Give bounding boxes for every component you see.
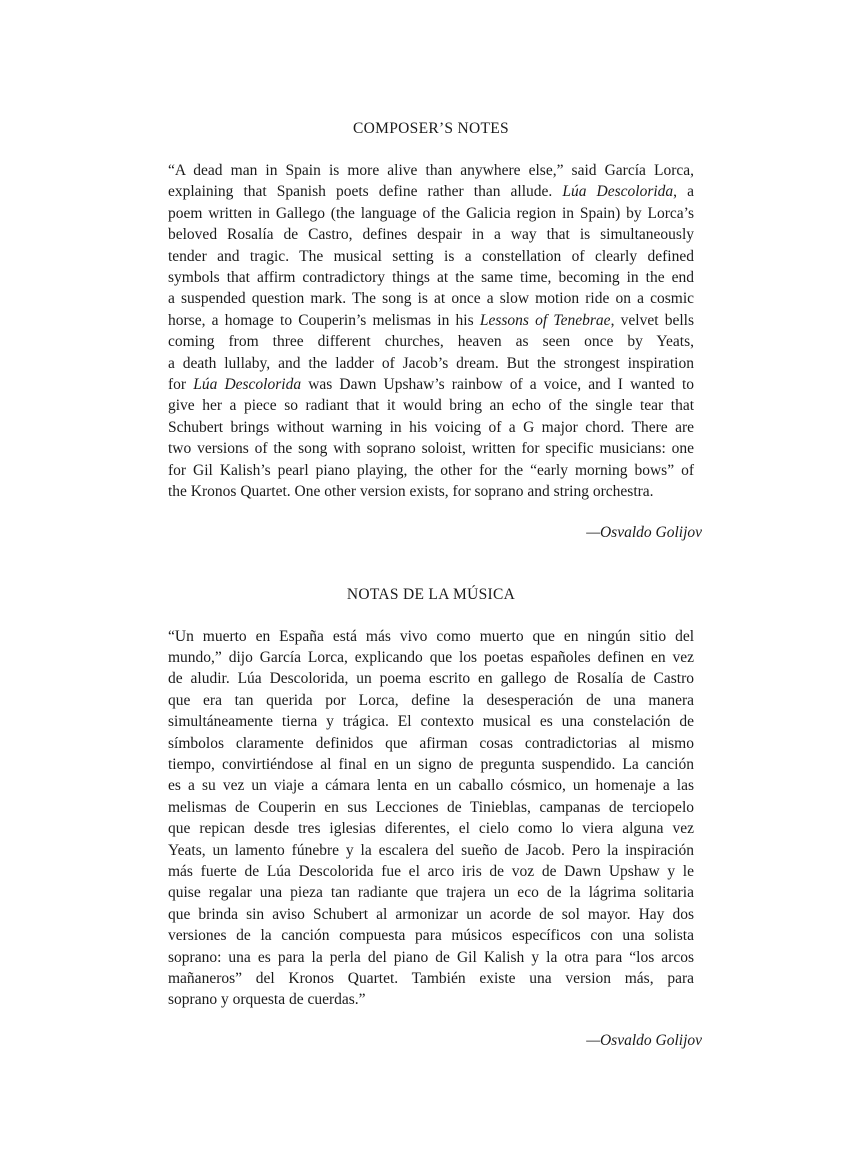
text-run: de aludir. Lúa Descolorida, un poema escrito en gallego de Rosalía de Castro <box>168 670 694 688</box>
italic-title: Lessons of Tenebrae <box>479 311 611 329</box>
text-line <box>168 417 694 438</box>
text-run: símbolos claramente definidos que afirman cosas contradictorias al mismo <box>168 734 694 752</box>
text-run: que repican desde tres iglesias diferentes, el cielo como lo viera alguna vez <box>168 820 694 838</box>
text-line <box>168 203 694 224</box>
text-line <box>168 353 694 374</box>
text-run: “A dead man in Spain is more alive than anywhere else,” said García Lorca, <box>168 162 694 179</box>
text-line <box>168 861 694 882</box>
text-run: horse, a homage to Couperin’s melismas in his <box>168 311 480 329</box>
text-run: for Gil Kalish’s pearl piano playing, the other for the “early morning bows” of <box>168 461 694 479</box>
text-run: , a <box>673 183 694 201</box>
text-run: symbols that affirm contradictory things at the same time, becoming in the end <box>168 269 694 287</box>
spanish-body <box>168 626 694 1011</box>
text-line <box>168 374 694 395</box>
composers-notes-heading: COMPOSER’S NOTES <box>353 120 509 137</box>
text-run: was Dawn Upshaw’s rainbow of a voice, and I wanted to <box>301 376 695 394</box>
text-run: más fuerte de Lúa Descolorida fue el arco iris de voz de Dawn Upshaw y le <box>168 862 694 880</box>
text-run: versiones de la canción compuesta para músicos específicos con una solista <box>168 927 694 945</box>
text-run: tender and tragic. The musical setting is a constellation of clearly defined <box>168 247 694 265</box>
spanish-signature: —Osvaldo Golijov <box>586 1031 702 1049</box>
notas-de-la-musica-heading: NOTAS DE LA MÚSICA <box>346 585 516 603</box>
text-run: mundo,” dijo García Lorca, explicando que los poetas españoles definen en vez <box>168 648 694 666</box>
text-run: a suspended question mark. The song is at once a slow motion ride on a cosmic <box>168 290 694 308</box>
text-run: beloved Rosalía de Castro, defines despair in a way that is simultaneously <box>168 226 694 244</box>
text-line <box>168 460 694 481</box>
text-line <box>168 733 694 754</box>
text-line <box>168 754 694 775</box>
text-line <box>168 668 694 689</box>
text-run: melismas de Couperin en sus Lecciones de Tinieblas, campanas de terciopelo <box>168 798 694 816</box>
text-line <box>168 797 694 818</box>
text-line <box>168 181 694 202</box>
text-line <box>168 160 694 181</box>
text-line <box>168 288 694 309</box>
text-line <box>168 840 694 861</box>
notas-de-la-musica-section <box>168 585 702 1050</box>
text-run: que brinda sin aviso Schubert al armonizar un acorde de sol mayor. Hay dos <box>168 905 694 923</box>
text-run: soprano: una es para la perla del piano de Gil Kalish y la otra para “los arcos <box>168 948 694 966</box>
text-line <box>168 818 694 839</box>
english-signature: —Osvaldo Golijov <box>586 523 702 541</box>
text-line <box>168 331 694 352</box>
text-run: explaining that Spanish poets define rather than allude. <box>168 183 563 201</box>
text-run: soprano y orquesta de cuerdas.” <box>168 991 366 1009</box>
text-run: the Kronos Quartet. One other version exists, for soprano and string orchestra. <box>168 483 654 501</box>
text-line <box>168 224 694 245</box>
text-run: simultáneamente tierna y trágica. El contexto musical es una constelación de <box>168 713 694 731</box>
text-run: tiempo, convirtiéndose al final en un signo de pregunta suspendido. La canción <box>168 755 694 773</box>
text-line <box>168 968 694 989</box>
text-line <box>168 626 694 647</box>
text-line <box>168 711 694 732</box>
text-line <box>168 647 694 668</box>
document-page <box>168 120 702 1050</box>
text-run: a death lullaby, and the ladder of Jacob’s dream. But the strongest inspiration <box>168 354 694 372</box>
text-run: for <box>168 376 194 394</box>
text-run: Yeats, un lamento fúnebre y la escalera del sueño de Jacob. Pero la inspiración <box>168 841 694 859</box>
text-run: give her a piece so radiant that it would bring an echo of the single tear that <box>168 397 694 415</box>
text-run: coming from three different churches, heaven as seen once by Yeats, <box>168 333 694 351</box>
text-line <box>168 947 694 968</box>
italic-title: Lúa Descolorida <box>562 183 674 201</box>
text-run: poem written in Gallego (the language of the Galicia region in Spain) by Lorca’s <box>168 204 694 222</box>
text-line <box>168 438 694 459</box>
text-line <box>168 395 694 416</box>
text-run: Schubert brings without warning in his voicing of a G major chord. There are <box>168 418 694 436</box>
text-line <box>168 904 694 925</box>
text-run: , velvet bells <box>610 311 695 329</box>
text-run: es a su vez un viaje a cámara lenta en un caballo cósmico, un homenaje a las <box>168 777 694 795</box>
text-run: quise regalar una pieza tan radiante que trajera un eco de la lágrima solitaria <box>168 884 694 902</box>
text-line <box>168 246 694 267</box>
text-run: que era tan querida por Lorca, define la desesperación de una manera <box>168 691 694 709</box>
composers-notes-section <box>168 120 702 542</box>
text-line <box>168 775 694 796</box>
text-line <box>168 882 694 903</box>
text-run: “Un muerto en España está más vivo como muerto que en ningún sitio del <box>168 627 694 645</box>
text-run: mañaneros” del Kronos Quartet. También existe una version más, para <box>168 970 694 987</box>
text-line <box>168 690 694 711</box>
text-line <box>168 481 694 502</box>
english-body <box>168 160 694 503</box>
text-line <box>168 989 694 1010</box>
italic-title: Lúa Descolorida <box>193 376 302 394</box>
text-line <box>168 925 694 946</box>
text-run: two versions of the song with soprano soloist, written for specific musicians: one <box>168 440 694 458</box>
text-line <box>168 267 694 288</box>
text-line <box>168 310 694 331</box>
